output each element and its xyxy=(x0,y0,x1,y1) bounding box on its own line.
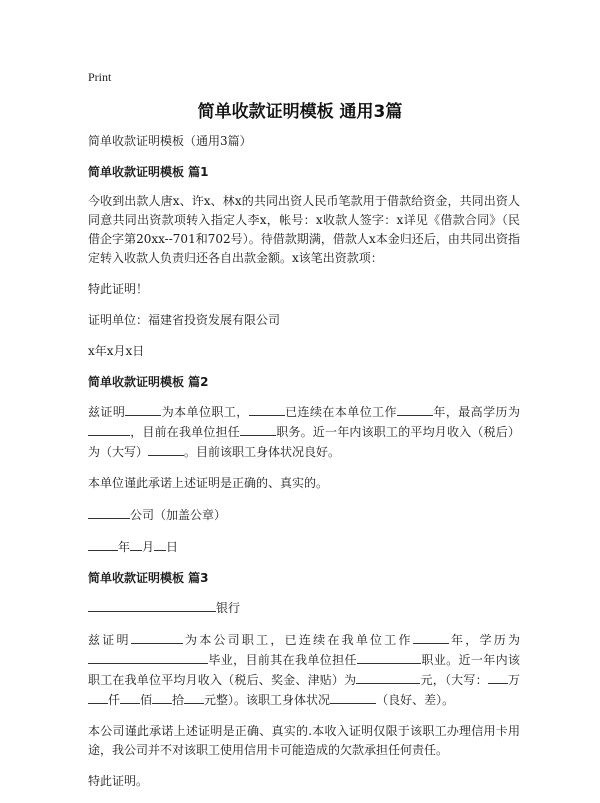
text-segment: 万 xyxy=(507,673,520,687)
section-3-closing: 特此证明。 xyxy=(88,774,149,788)
section-3-heading: 简单收款证明模板 篇3 xyxy=(88,571,209,585)
blank-field xyxy=(131,630,183,644)
text-segment: 年，学历为 xyxy=(448,633,520,647)
print-label: Print xyxy=(88,70,112,84)
text-segment: 日 xyxy=(166,540,179,554)
section-2-company-seal xyxy=(88,505,520,525)
document-subtitle: 简单收款证明模板（通用3篇） xyxy=(88,134,252,148)
blank-field xyxy=(120,690,140,704)
text-segment: 银行 xyxy=(216,601,241,615)
text-segment: 为本公司职工，已连续在我单位工作 xyxy=(182,633,413,647)
text-segment: 月 xyxy=(142,540,155,554)
blank-field xyxy=(88,537,118,551)
section-2-date xyxy=(88,537,520,557)
text-segment: 年，最高学历为 xyxy=(432,405,520,419)
text-segment: 公司（加盖公章） xyxy=(130,508,227,522)
text-segment: 元，（大写： xyxy=(420,673,488,687)
section-2-paragraph-2: 本单位谨此承诺上述证明是正确的、真实的。 xyxy=(88,476,329,490)
blank-field xyxy=(330,690,376,704)
blank-field xyxy=(88,422,130,436)
blank-field xyxy=(88,650,208,664)
blank-field xyxy=(148,442,184,456)
text-segment: 职业。近一年内该职工在我单位平均月收入（税后、奖金、津贴）为 xyxy=(88,653,520,687)
document-title: 简单收款证明模板 通用3篇 xyxy=(197,102,403,122)
blank-field xyxy=(488,670,508,684)
section-1-paragraph-2: 特此证明！ xyxy=(88,282,149,296)
blank-field xyxy=(154,537,166,551)
text-segment: 已连续在本单位工作 xyxy=(284,405,397,419)
blank-field xyxy=(397,402,433,416)
section-3-paragraph-2: 本公司谨此承诺上述证明是正确、真实的.本收入证明仅限于该职工办理信用卡用途，我公司并不对该职工使用信用卡可能造成的欠款承担任何责任。 xyxy=(88,724,520,757)
text-segment: 。目前该职工身体状况良好。 xyxy=(184,445,341,459)
text-segment: 仟 xyxy=(108,693,121,707)
blank-field xyxy=(413,630,449,644)
blank-field xyxy=(184,690,204,704)
blank-field xyxy=(88,598,216,612)
blank-field xyxy=(357,650,421,664)
text-segment: 佰 xyxy=(140,693,153,707)
text-segment: 职务。近一年内该职工的平均月收入（税后）为（大写） xyxy=(88,425,520,459)
section-1-heading: 简单收款证明模板 篇1 xyxy=(88,165,209,179)
text-segment: 兹证明 xyxy=(88,633,131,647)
blank-field xyxy=(152,690,172,704)
text-segment: 毕业，目前其在我单位担任 xyxy=(208,653,357,667)
blank-field xyxy=(249,402,285,416)
blank-field xyxy=(240,422,276,436)
section-2-paragraph-1 xyxy=(88,402,520,462)
text-segment: 为本单位职工， xyxy=(161,405,249,419)
section-1-paragraph-3: 证明单位：福建省投资发展有限公司 xyxy=(88,313,281,327)
section-3-bank-line xyxy=(88,598,520,618)
section-1-date: x年x月x日 xyxy=(88,344,145,358)
text-segment: 拾 xyxy=(172,693,185,707)
text-segment: 兹证明 xyxy=(88,405,126,419)
document-body xyxy=(88,132,520,803)
blank-field xyxy=(88,505,130,519)
section-2-heading: 简单收款证明模板 篇2 xyxy=(88,375,209,389)
text-segment: ，目前在我单位担任 xyxy=(130,425,240,439)
blank-field xyxy=(125,402,161,416)
text-segment: 年 xyxy=(118,540,131,554)
section-3-paragraph-1 xyxy=(88,630,520,710)
text-segment: （良好、差）。 xyxy=(376,693,455,707)
blank-field xyxy=(356,670,420,684)
blank-field xyxy=(130,537,142,551)
section-1-paragraph-1: 今收到出款人唐x、许x、林x的共同出资人民币笔款用于借款给资金，共同出资人同意共同出资款项转入指定人李x，帐号：x收款人签字：x详见《借款合同》（民借企字第20xx--701和702号）。待借款期满，借款人x本金归还后，由共同出资指定转入收款人负责归还各自出款金额。x该笔出资款项： xyxy=(88,194,520,265)
blank-field xyxy=(88,690,108,704)
text-segment: 元整）。该职工身体状况 xyxy=(204,693,331,707)
